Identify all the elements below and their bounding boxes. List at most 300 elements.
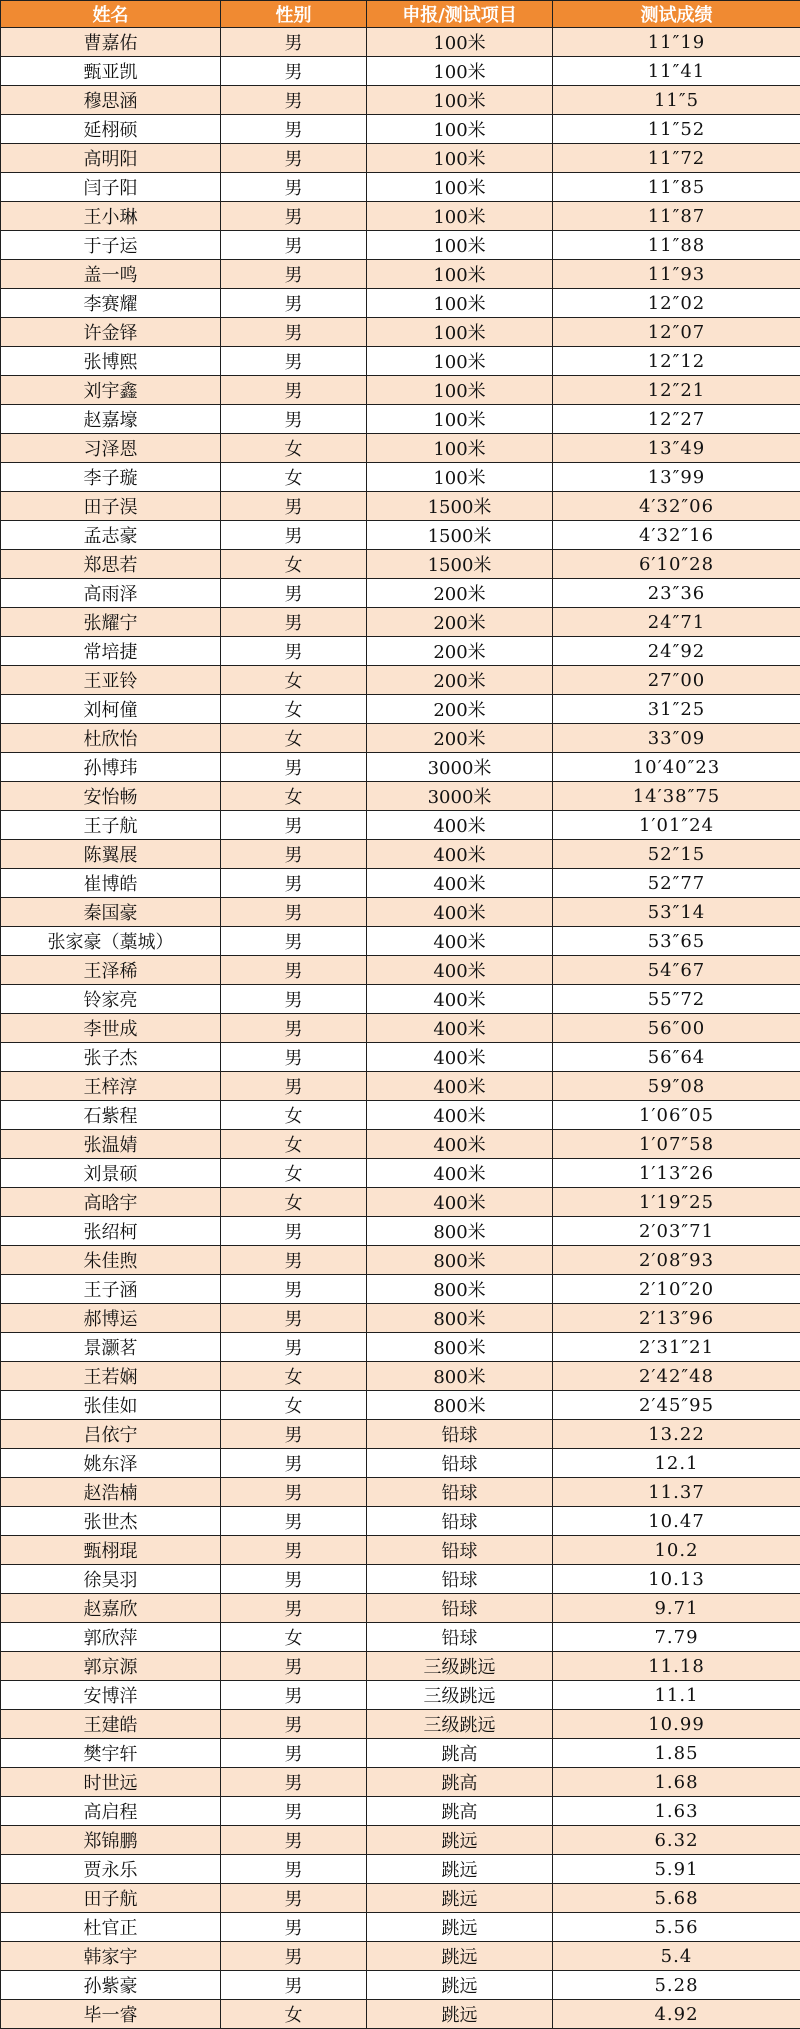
cell-gender: 女 — [221, 1130, 367, 1159]
cell-name: 杜欣怡 — [1, 724, 221, 753]
table-row — [1, 840, 800, 869]
table-row — [1, 1797, 800, 1826]
table-row — [1, 1971, 800, 2000]
cell-event: 铅球 — [367, 1623, 553, 1652]
cell-result: 53″65 — [553, 927, 800, 956]
cell-name: 安博洋 — [1, 1681, 221, 1710]
cell-gender: 男 — [221, 318, 367, 347]
table-row — [1, 28, 800, 57]
table-row — [1, 927, 800, 956]
cell-result: 10.47 — [553, 1507, 800, 1536]
cell-event: 跳高 — [367, 1768, 553, 1797]
cell-event: 铅球 — [367, 1565, 553, 1594]
table-row — [1, 1942, 800, 1971]
cell-result: 10.13 — [553, 1565, 800, 1594]
table-row — [1, 1710, 800, 1739]
cell-gender: 男 — [221, 202, 367, 231]
cell-name: 景灏茗 — [1, 1333, 221, 1362]
cell-result: 11″72 — [553, 144, 800, 173]
table-row — [1, 405, 800, 434]
cell-name: 盖一鸣 — [1, 260, 221, 289]
cell-event: 200米 — [367, 637, 553, 666]
cell-name: 张子杰 — [1, 1043, 221, 1072]
cell-result: 1.63 — [553, 1797, 800, 1826]
cell-event: 800米 — [367, 1217, 553, 1246]
cell-gender: 女 — [221, 550, 367, 579]
cell-result: 10′40″23 — [553, 753, 800, 782]
cell-event: 400米 — [367, 1072, 553, 1101]
cell-name: 石紫程 — [1, 1101, 221, 1130]
cell-name: 张博熙 — [1, 347, 221, 376]
cell-result: 59″08 — [553, 1072, 800, 1101]
cell-result: 12″21 — [553, 376, 800, 405]
cell-name: 刘景硕 — [1, 1159, 221, 1188]
cell-gender: 男 — [221, 811, 367, 840]
table-row — [1, 753, 800, 782]
cell-gender: 男 — [221, 1913, 367, 1942]
cell-result: 1′06″05 — [553, 1101, 800, 1130]
cell-name: 秦国豪 — [1, 898, 221, 927]
table-row — [1, 1536, 800, 1565]
cell-result: 11.1 — [553, 1681, 800, 1710]
cell-result: 13″49 — [553, 434, 800, 463]
table-row — [1, 1768, 800, 1797]
cell-event: 100米 — [367, 318, 553, 347]
cell-gender: 男 — [221, 492, 367, 521]
cell-name: 张佳如 — [1, 1391, 221, 1420]
cell-gender: 男 — [221, 1710, 367, 1739]
cell-name: 闫子阳 — [1, 173, 221, 202]
cell-result: 12″02 — [553, 289, 800, 318]
cell-result: 11″88 — [553, 231, 800, 260]
cell-gender: 男 — [221, 144, 367, 173]
cell-gender: 男 — [221, 1826, 367, 1855]
cell-gender: 男 — [221, 1420, 367, 1449]
cell-name: 贾永乐 — [1, 1855, 221, 1884]
cell-event: 100米 — [367, 57, 553, 86]
cell-result: 24″71 — [553, 608, 800, 637]
cell-gender: 男 — [221, 521, 367, 550]
cell-event: 100米 — [367, 231, 553, 260]
cell-gender: 女 — [221, 2000, 367, 2029]
table-row — [1, 1449, 800, 1478]
cell-name: 孙博玮 — [1, 753, 221, 782]
cell-gender: 男 — [221, 1536, 367, 1565]
cell-result: 11″41 — [553, 57, 800, 86]
table-row — [1, 608, 800, 637]
cell-gender: 男 — [221, 579, 367, 608]
cell-event: 400米 — [367, 840, 553, 869]
cell-event: 400米 — [367, 927, 553, 956]
cell-gender: 男 — [221, 115, 367, 144]
cell-gender: 男 — [221, 898, 367, 927]
cell-result: 27″00 — [553, 666, 800, 695]
table-row — [1, 289, 800, 318]
cell-gender: 男 — [221, 1304, 367, 1333]
table-row — [1, 1275, 800, 1304]
cell-name: 穆思涵 — [1, 86, 221, 115]
cell-name: 习泽恩 — [1, 434, 221, 463]
table-row — [1, 666, 800, 695]
cell-event: 铅球 — [367, 1507, 553, 1536]
table-row — [1, 724, 800, 753]
cell-result: 23″36 — [553, 579, 800, 608]
table-row — [1, 115, 800, 144]
cell-name: 王亚铃 — [1, 666, 221, 695]
cell-result: 2′31″21 — [553, 1333, 800, 1362]
cell-gender: 男 — [221, 1565, 367, 1594]
cell-result: 11″87 — [553, 202, 800, 231]
table-row — [1, 1913, 800, 1942]
table-body — [1, 28, 800, 2029]
cell-name: 铃家亮 — [1, 985, 221, 1014]
cell-event: 200米 — [367, 666, 553, 695]
cell-event: 跳远 — [367, 1942, 553, 1971]
cell-gender: 男 — [221, 1739, 367, 1768]
cell-gender: 女 — [221, 1101, 367, 1130]
table-row — [1, 811, 800, 840]
table-row — [1, 521, 800, 550]
cell-name: 张温婧 — [1, 1130, 221, 1159]
cell-name: 赵嘉壕 — [1, 405, 221, 434]
cell-event: 100米 — [367, 173, 553, 202]
cell-gender: 男 — [221, 1971, 367, 2000]
cell-result: 12″27 — [553, 405, 800, 434]
cell-event: 跳远 — [367, 1884, 553, 1913]
cell-result: 4′32″06 — [553, 492, 800, 521]
cell-name: 赵浩楠 — [1, 1478, 221, 1507]
cell-name: 王子涵 — [1, 1275, 221, 1304]
cell-gender: 男 — [221, 260, 367, 289]
table-row — [1, 1217, 800, 1246]
table-row — [1, 695, 800, 724]
cell-result: 7.79 — [553, 1623, 800, 1652]
cell-name: 田子航 — [1, 1884, 221, 1913]
cell-result: 4.92 — [553, 2000, 800, 2029]
cell-event: 铅球 — [367, 1478, 553, 1507]
cell-gender: 男 — [221, 1942, 367, 1971]
cell-event: 800米 — [367, 1333, 553, 1362]
cell-result: 11″85 — [553, 173, 800, 202]
table-row — [1, 1420, 800, 1449]
cell-name: 李子璇 — [1, 463, 221, 492]
cell-name: 郝博运 — [1, 1304, 221, 1333]
cell-result: 14′38″75 — [553, 782, 800, 811]
cell-name: 孟志豪 — [1, 521, 221, 550]
cell-event: 100米 — [367, 28, 553, 57]
cell-name: 王泽稀 — [1, 956, 221, 985]
cell-event: 跳远 — [367, 1971, 553, 2000]
cell-name: 郭欣萍 — [1, 1623, 221, 1652]
cell-result: 11″19 — [553, 28, 800, 57]
cell-event: 800米 — [367, 1391, 553, 1420]
cell-name: 王建皓 — [1, 1710, 221, 1739]
cell-result: 12″12 — [553, 347, 800, 376]
cell-event: 铅球 — [367, 1536, 553, 1565]
table-row — [1, 202, 800, 231]
table-row — [1, 985, 800, 1014]
cell-name: 樊宇轩 — [1, 1739, 221, 1768]
table-row — [1, 1594, 800, 1623]
table-row — [1, 434, 800, 463]
cell-event: 100米 — [367, 347, 553, 376]
cell-result: 11.18 — [553, 1652, 800, 1681]
table-row — [1, 782, 800, 811]
cell-event: 铅球 — [367, 1449, 553, 1478]
cell-result: 13.22 — [553, 1420, 800, 1449]
table-row — [1, 318, 800, 347]
cell-result: 1.68 — [553, 1768, 800, 1797]
cell-gender: 男 — [221, 927, 367, 956]
cell-result: 52″15 — [553, 840, 800, 869]
cell-result: 5.68 — [553, 1884, 800, 1913]
cell-gender: 男 — [221, 28, 367, 57]
table-row — [1, 1855, 800, 1884]
cell-name: 常培捷 — [1, 637, 221, 666]
header-result: 测试成绩 — [553, 1, 800, 28]
cell-result: 2′10″20 — [553, 1275, 800, 1304]
cell-result: 33″09 — [553, 724, 800, 753]
cell-name: 王小琳 — [1, 202, 221, 231]
cell-result: 2′42″48 — [553, 1362, 800, 1391]
cell-name: 高雨泽 — [1, 579, 221, 608]
cell-name: 安怡畅 — [1, 782, 221, 811]
table-row — [1, 1014, 800, 1043]
cell-event: 跳高 — [367, 1739, 553, 1768]
cell-event: 200米 — [367, 724, 553, 753]
cell-gender: 男 — [221, 1478, 367, 1507]
cell-gender: 女 — [221, 1188, 367, 1217]
cell-gender: 男 — [221, 1652, 367, 1681]
table-row — [1, 1739, 800, 1768]
cell-result: 1′07″58 — [553, 1130, 800, 1159]
cell-result: 52″77 — [553, 869, 800, 898]
cell-result: 11″5 — [553, 86, 800, 115]
table-row — [1, 579, 800, 608]
cell-name: 徐昊羽 — [1, 1565, 221, 1594]
cell-event: 1500米 — [367, 492, 553, 521]
cell-gender: 女 — [221, 1391, 367, 1420]
cell-gender: 男 — [221, 869, 367, 898]
cell-result: 31″25 — [553, 695, 800, 724]
table-row — [1, 1681, 800, 1710]
table-row — [1, 144, 800, 173]
cell-name: 张耀宁 — [1, 608, 221, 637]
cell-result: 10.2 — [553, 1536, 800, 1565]
table-row — [1, 1362, 800, 1391]
cell-event: 跳远 — [367, 1855, 553, 1884]
cell-name: 张家豪（藁城） — [1, 927, 221, 956]
cell-name: 王子航 — [1, 811, 221, 840]
cell-event: 800米 — [367, 1304, 553, 1333]
table-row — [1, 57, 800, 86]
cell-name: 郑思若 — [1, 550, 221, 579]
cell-gender: 男 — [221, 956, 367, 985]
cell-gender: 男 — [221, 753, 367, 782]
cell-event: 100米 — [367, 115, 553, 144]
table-row — [1, 1304, 800, 1333]
cell-name: 高明阳 — [1, 144, 221, 173]
cell-name: 曹嘉佑 — [1, 28, 221, 57]
cell-event: 200米 — [367, 579, 553, 608]
header-gender: 性别 — [221, 1, 367, 28]
cell-gender: 男 — [221, 1217, 367, 1246]
cell-name: 毕一睿 — [1, 2000, 221, 2029]
cell-event: 800米 — [367, 1275, 553, 1304]
cell-result: 1.85 — [553, 1739, 800, 1768]
table-row — [1, 1391, 800, 1420]
cell-event: 200米 — [367, 695, 553, 724]
cell-gender: 男 — [221, 608, 367, 637]
cell-gender: 女 — [221, 434, 367, 463]
table-row — [1, 1188, 800, 1217]
cell-result: 12.1 — [553, 1449, 800, 1478]
cell-gender: 女 — [221, 1362, 367, 1391]
cell-name: 甄亚凯 — [1, 57, 221, 86]
cell-name: 孙紫豪 — [1, 1971, 221, 2000]
cell-name: 郭京源 — [1, 1652, 221, 1681]
cell-name: 张绍柯 — [1, 1217, 221, 1246]
table-row — [1, 1246, 800, 1275]
cell-result: 1′19″25 — [553, 1188, 800, 1217]
cell-event: 400米 — [367, 811, 553, 840]
cell-name: 姚东泽 — [1, 1449, 221, 1478]
header-name: 姓名 — [1, 1, 221, 28]
cell-event: 400米 — [367, 985, 553, 1014]
cell-name: 高晗宇 — [1, 1188, 221, 1217]
cell-name: 韩家宇 — [1, 1942, 221, 1971]
cell-gender: 男 — [221, 347, 367, 376]
cell-gender: 女 — [221, 724, 367, 753]
table-row — [1, 463, 800, 492]
cell-name: 李赛耀 — [1, 289, 221, 318]
table-row — [1, 1101, 800, 1130]
cell-event: 100米 — [367, 289, 553, 318]
cell-name: 吕依宁 — [1, 1420, 221, 1449]
cell-name: 杜官正 — [1, 1913, 221, 1942]
cell-gender: 男 — [221, 405, 367, 434]
cell-name: 朱佳煦 — [1, 1246, 221, 1275]
table-row — [1, 1159, 800, 1188]
cell-name: 王梓淳 — [1, 1072, 221, 1101]
cell-name: 崔博皓 — [1, 869, 221, 898]
cell-result: 4′32″16 — [553, 521, 800, 550]
cell-gender: 女 — [221, 782, 367, 811]
cell-gender: 男 — [221, 1594, 367, 1623]
cell-name: 田子淏 — [1, 492, 221, 521]
cell-gender: 女 — [221, 1159, 367, 1188]
cell-gender: 男 — [221, 1507, 367, 1536]
cell-gender: 男 — [221, 1768, 367, 1797]
cell-name: 张世杰 — [1, 1507, 221, 1536]
cell-name: 时世远 — [1, 1768, 221, 1797]
cell-name: 刘宇鑫 — [1, 376, 221, 405]
cell-event: 400米 — [367, 869, 553, 898]
table-row — [1, 1507, 800, 1536]
cell-event: 800米 — [367, 1362, 553, 1391]
table-row — [1, 492, 800, 521]
cell-name: 许金铎 — [1, 318, 221, 347]
cell-event: 400米 — [367, 1014, 553, 1043]
cell-gender: 男 — [221, 1449, 367, 1478]
cell-event: 400米 — [367, 1043, 553, 1072]
table-row — [1, 1826, 800, 1855]
cell-gender: 男 — [221, 840, 367, 869]
cell-result: 9.71 — [553, 1594, 800, 1623]
cell-event: 100米 — [367, 202, 553, 231]
cell-result: 1′01″24 — [553, 811, 800, 840]
header-row — [1, 1, 800, 28]
cell-gender: 男 — [221, 1072, 367, 1101]
cell-gender: 男 — [221, 985, 367, 1014]
cell-event: 200米 — [367, 608, 553, 637]
cell-gender: 男 — [221, 231, 367, 260]
cell-event: 三级跳远 — [367, 1652, 553, 1681]
cell-gender: 男 — [221, 1884, 367, 1913]
cell-event: 100米 — [367, 463, 553, 492]
table-row — [1, 1130, 800, 1159]
cell-result: 53″14 — [553, 898, 800, 927]
cell-name: 于子运 — [1, 231, 221, 260]
cell-result: 56″00 — [553, 1014, 800, 1043]
cell-event: 3000米 — [367, 753, 553, 782]
table-row — [1, 86, 800, 115]
cell-event: 100米 — [367, 86, 553, 115]
table-row — [1, 1884, 800, 1913]
cell-gender: 女 — [221, 463, 367, 492]
cell-gender: 男 — [221, 637, 367, 666]
table-row — [1, 1652, 800, 1681]
cell-name: 高启程 — [1, 1797, 221, 1826]
cell-event: 800米 — [367, 1246, 553, 1275]
table-row — [1, 231, 800, 260]
table-row — [1, 260, 800, 289]
cell-event: 跳高 — [367, 1797, 553, 1826]
cell-name: 延栩硕 — [1, 115, 221, 144]
table-row — [1, 1043, 800, 1072]
cell-name: 甄栩琨 — [1, 1536, 221, 1565]
cell-name: 陈翼展 — [1, 840, 221, 869]
cell-gender: 男 — [221, 1275, 367, 1304]
cell-gender: 男 — [221, 1333, 367, 1362]
cell-result: 13″99 — [553, 463, 800, 492]
table-row — [1, 1565, 800, 1594]
cell-result: 12″07 — [553, 318, 800, 347]
cell-result: 2′45″95 — [553, 1391, 800, 1420]
cell-event: 400米 — [367, 956, 553, 985]
cell-event: 跳远 — [367, 1826, 553, 1855]
cell-result: 24″92 — [553, 637, 800, 666]
cell-event: 三级跳远 — [367, 1681, 553, 1710]
cell-event: 400米 — [367, 1188, 553, 1217]
cell-event: 400米 — [367, 898, 553, 927]
cell-result: 1′13″26 — [553, 1159, 800, 1188]
cell-name: 李世成 — [1, 1014, 221, 1043]
cell-event: 跳远 — [367, 1913, 553, 1942]
cell-gender: 男 — [221, 376, 367, 405]
cell-event: 1500米 — [367, 521, 553, 550]
table-row — [1, 2000, 800, 2029]
cell-result: 11.37 — [553, 1478, 800, 1507]
cell-result: 11″93 — [553, 260, 800, 289]
table-row — [1, 869, 800, 898]
cell-gender: 女 — [221, 1623, 367, 1652]
cell-gender: 男 — [221, 1043, 367, 1072]
table-row — [1, 898, 800, 927]
cell-result: 5.28 — [553, 1971, 800, 2000]
cell-gender: 男 — [221, 1797, 367, 1826]
cell-result: 54″67 — [553, 956, 800, 985]
